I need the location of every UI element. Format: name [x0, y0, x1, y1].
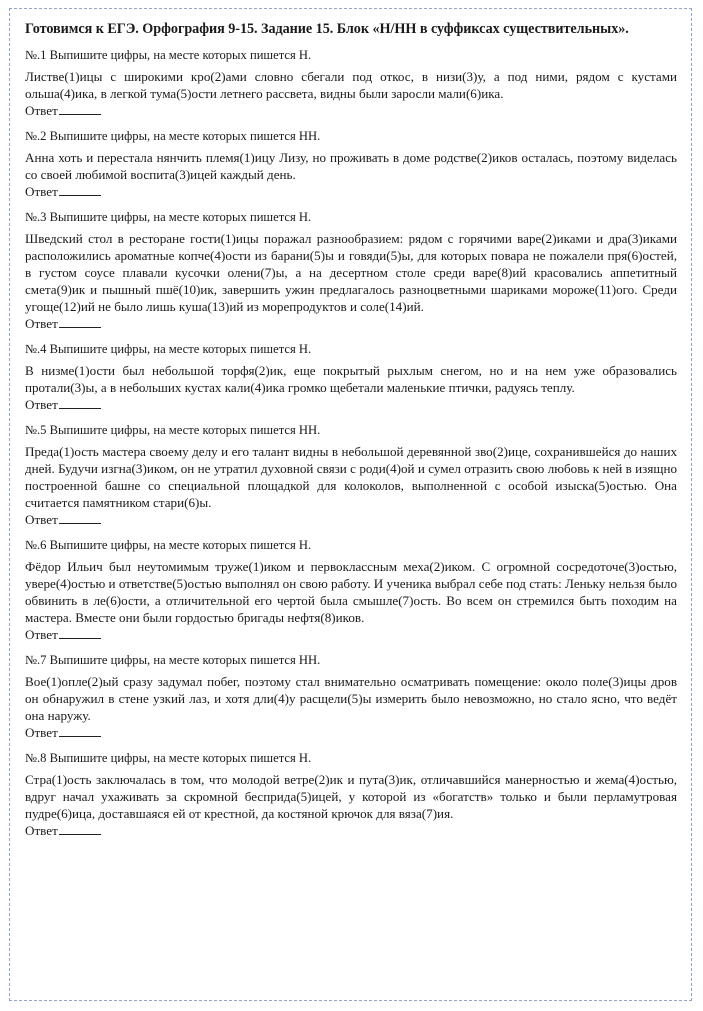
worksheet-page: [9, 8, 692, 1001]
task-7: [25, 652, 677, 741]
answer-blank[interactable]: [59, 315, 101, 328]
answer-blank[interactable]: [59, 626, 101, 639]
task-2: [25, 128, 677, 200]
task-instruction: №.5 Выпишите цифры, на месте которых пишется НН.: [25, 423, 321, 437]
answer-line: [25, 183, 677, 200]
answer-label: Ответ: [25, 627, 58, 642]
answer-line: [25, 511, 677, 528]
task-instruction: №.4 Выпишите цифры, на месте которых пишется Н.: [25, 342, 312, 356]
task-3: [25, 209, 677, 332]
task-instruction: №.3 Выпишите цифры, на месте которых пишется Н.: [25, 210, 312, 224]
answer-label: Ответ: [25, 184, 58, 199]
answer-label: Ответ: [25, 823, 58, 838]
answer-label: Ответ: [25, 725, 58, 740]
task-instruction: №.7 Выпишите цифры, на месте которых пишется НН.: [25, 653, 321, 667]
task-instruction: №.6 Выпишите цифры, на месте которых пишется Н.: [25, 538, 312, 552]
task-instruction: №.1 Выпишите цифры, на месте которых пишется Н.: [25, 48, 312, 62]
task-text: Листве(1)ицы с широкими кро(2)ами словно сбегали под откос, в низи(3)у, а под ними, рядом с кустами ольша(4)ика, в легкой тума(5)ости летнего рассвета, видны были заросли мали(6)ика.: [25, 69, 677, 101]
answer-line: [25, 724, 677, 741]
worksheet-title: Готовимся к ЕГЭ. Орфография 9-15. Задание 15. Блок «Н/НН в суффиксах существительных».: [25, 21, 629, 37]
answer-label: Ответ: [25, 512, 58, 527]
task-text: Стра(1)ость заключалась в том, что молодой ветре(2)ик и пута(3)ик, отличавшийся манерностью и жема(4)остью, вдруг начал ухаживать за скромной бесприда(5)ицей, у которой из «богатств» только и были перламутровая пудре(6)ица, доставшаяся ей от крестной, да костяной крючок для вяза(7)ия.: [25, 772, 677, 821]
answer-blank[interactable]: [59, 396, 101, 409]
answer-line: [25, 822, 677, 839]
answer-label: Ответ: [25, 397, 58, 412]
answer-blank[interactable]: [59, 183, 101, 196]
task-instruction: №.8 Выпишите цифры, на месте которых пишется Н.: [25, 751, 312, 765]
task-8: [25, 750, 677, 839]
answer-line: [25, 315, 677, 332]
answer-line: [25, 396, 677, 413]
task-6: [25, 537, 677, 643]
answer-blank[interactable]: [59, 822, 101, 835]
task-text: Шведский стол в ресторане гости(1)ицы поражал разнообразием: рядом с горячими варе(2)иками и дра(3)иками расположились ароматные копче(4)ости из барани(5)ы и говяди(5)ы, для которых повара не пожалели пря(6)остей, в густом соусе плавали кусочки олени(7)ы, а на десертном столе среди варе(8)ий красовались аппетитный смета(9)ик и пышный пшё(10)ик, завершить ужин предлагалось разноцветными шариками мороже(11)ого. Среди угоще(12)ий не было лишь куша(13)ий из морепродуктов и соле(14)ий.: [25, 231, 677, 314]
answer-blank[interactable]: [59, 511, 101, 524]
answer-line: [25, 102, 677, 119]
answer-blank[interactable]: [59, 102, 101, 115]
answer-label: Ответ: [25, 316, 58, 331]
task-text: Анна хоть и перестала нянчить племя(1)ицу Лизу, но проживать в доме родстве(2)иков осталась, поэтому виделась со своей любимой воспита(3)ицей каждый день.: [25, 150, 677, 182]
answer-label: Ответ: [25, 103, 58, 118]
task-instruction: №.2 Выпишите цифры, на месте которых пишется НН.: [25, 129, 321, 143]
task-text: В низме(1)ости был небольшой торфя(2)ик, еще покрытый рыхлым снегом, но и на нем уже образовались протали(3)ы, а в небольших кустах кали(4)ика громко щебетали маленькие птички, радуясь теплу.: [25, 363, 677, 395]
task-1: [25, 47, 677, 119]
task-text: Вое(1)опле(2)ый сразу задумал побег, поэтому стал внимательно осматривать помещение: около поле(3)ицы дров он обнаружил в стене узкий лаз, и хотя дли(4)у расщели(5)ы измерить было невозможно, но стало ясно, что ведёт она наружу.: [25, 674, 677, 723]
task-text: Преда(1)ость мастера своему делу и его талант видны в небольшой деревянной зво(2)ице, сохранившейся до наших дней. Будучи изгна(3)иком, он не утратил духовной связи с роди(4)ой и сумел отразить свою любовь к ней в изящно построенной башне со специальной площадкой для колоколов, выполненной с особой изыска(5)остью. Она считается памятником стари(6)ы.: [25, 444, 677, 510]
task-text: Фёдор Ильич был неутомимым труже(1)иком и первоклассным меха(2)иком. С огромной сосредоточе(3)остью, увере(4)остью и ответстве(5)остью выполнял он свою работу. И ученика выбрал себе под стать: Леньку нельзя было обвинить в ле(6)ости, а отличительной его чертой была смышле(7)ость. Во всем он стремился быть походим на мастера. Вместе они были гордостью бригады нефтя(8)иков.: [25, 559, 677, 625]
answer-blank[interactable]: [59, 724, 101, 737]
task-5: [25, 422, 677, 528]
answer-line: [25, 626, 677, 643]
task-4: [25, 341, 677, 413]
